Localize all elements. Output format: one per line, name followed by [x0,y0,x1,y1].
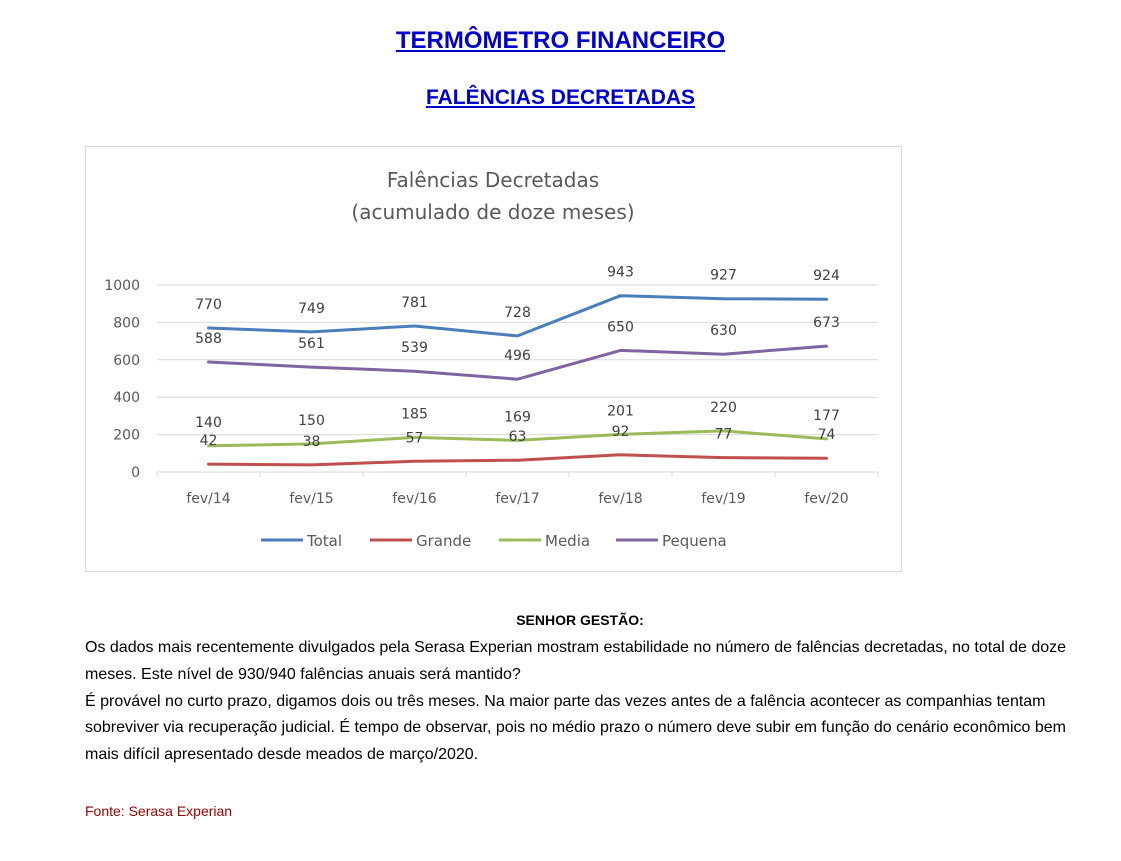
chart-title-line-1: Falências Decretadas [386,168,600,192]
data-label-pequena: 630 [710,323,737,340]
data-label-pequena: 673 [813,315,840,332]
x-tick-label: fev/17 [495,491,540,507]
x-tick-label: fev/14 [186,491,231,507]
data-label-pequena: 496 [504,348,531,365]
data-label-grande: 38 [302,433,321,450]
y-tick-label: 1000 [104,278,140,294]
data-label-grande: 92 [611,423,630,440]
article-heading: SENHOR GESTÃO: [516,612,644,628]
line-chart [86,147,901,571]
source-note: Fonte: Serasa Experian [85,803,233,819]
y-tick-label: 400 [113,390,140,407]
data-label-grande: 74 [817,427,836,444]
data-label-grande: 63 [508,429,527,446]
data-label-media: 185 [401,406,428,423]
data-label-pequena: 650 [607,319,634,336]
series-line-grande [209,455,827,465]
article-paragraph-1: Os dados mais recentemente divulgados pela Serasa Experian mostram estabilidade no número de falências decretadas, no total de doze meses. Este nível de 930/940 falências anuais será mantido? [85,639,1067,683]
data-label-total: 924 [813,268,840,285]
legend-label-grande: Grande [416,532,472,550]
data-label-pequena: 539 [401,340,428,357]
legend-label-media: Media [545,532,591,550]
article-paragraph-2: É provável no curto prazo, digamos dois ou três meses. Na maior parte das vezes antes de a falência acontecer as companhias tentam sobreviver via recuperação judicial. É tempo de observar, pois no médio prazo o número deve subir em função do cenário econômico bem mais difícil apresentado desde meados de março/2020. [85,692,1066,764]
data-label-media: 140 [195,414,222,431]
data-label-total: 943 [607,264,634,281]
chart-title-line-2: (acumulado de doze meses) [351,200,635,224]
y-tick-label: 200 [113,427,140,444]
data-label-media: 201 [607,403,634,420]
data-label-grande: 77 [714,426,733,443]
page-subtitle[interactable]: FALÊNCIAS DECRETADAS [425,86,696,109]
data-label-total: 749 [298,300,325,317]
x-tick-label: fev/16 [392,491,437,507]
page-title[interactable]: TERMÔMETRO FINANCEIRO [395,27,726,54]
data-label-media: 169 [504,409,531,426]
x-tick-label: fev/18 [598,491,643,507]
data-label-pequena: 588 [195,331,222,348]
y-tick-label: 800 [113,315,140,332]
data-label-media: 220 [710,399,737,416]
data-label-media: 150 [298,412,325,429]
data-label-grande: 42 [199,433,218,450]
article-body [85,635,1085,769]
data-label-total: 728 [504,304,531,321]
data-label-total: 770 [195,297,222,314]
x-tick-label: fev/20 [804,491,849,507]
data-label-media: 177 [813,407,840,424]
y-tick-label: 600 [113,352,140,369]
legend-label-pequena: Pequena [662,532,727,550]
chart-container [85,146,902,572]
legend-label-total: Total [307,532,343,550]
chart-legend [261,532,727,550]
x-tick-label: fev/19 [701,491,746,507]
data-label-total: 781 [401,294,428,311]
y-tick-label: 0 [131,465,140,481]
data-label-total: 927 [710,267,737,284]
x-tick-label: fev/15 [289,491,334,507]
data-label-grande: 57 [405,430,424,447]
chart-data-labels [195,265,840,450]
data-label-pequena: 561 [298,336,325,353]
